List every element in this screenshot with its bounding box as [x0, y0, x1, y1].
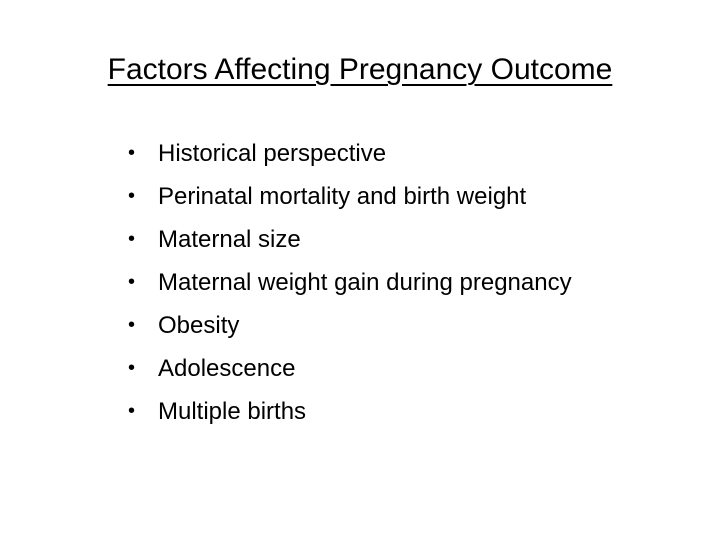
bullet-item-multiple-births	[128, 390, 572, 433]
bullet-icon: •	[128, 314, 136, 336]
bullet-text: Maternal weight gain during pregnancy	[158, 269, 572, 296]
bullet-item-perinatal-mortality	[128, 175, 572, 218]
bullet-item-maternal-size	[128, 218, 572, 261]
bullet-icon: •	[128, 185, 136, 207]
bullet-text: Multiple births	[158, 398, 307, 425]
bullet-icon: •	[128, 142, 136, 164]
bullet-item-maternal-weight-gain	[128, 261, 572, 304]
slide-title: Factors Affecting Pregnancy Outcome	[107, 53, 613, 86]
bullet-item-historical-perspective	[128, 132, 572, 175]
bullet-text: Obesity	[158, 312, 240, 339]
bullet-icon: •	[128, 400, 136, 422]
bullet-text: Perinatal mortality and birth weight	[158, 183, 527, 210]
bullet-icon: •	[128, 357, 136, 379]
bullet-text: Adolescence	[158, 355, 296, 382]
bullet-text: Maternal size	[158, 226, 301, 253]
bullet-item-obesity	[128, 304, 572, 347]
bullet-text: Historical perspective	[158, 140, 387, 167]
bullet-list	[128, 132, 572, 433]
bullet-icon: •	[128, 271, 136, 293]
bullet-item-adolescence	[128, 347, 572, 390]
bullet-icon: •	[128, 228, 136, 250]
